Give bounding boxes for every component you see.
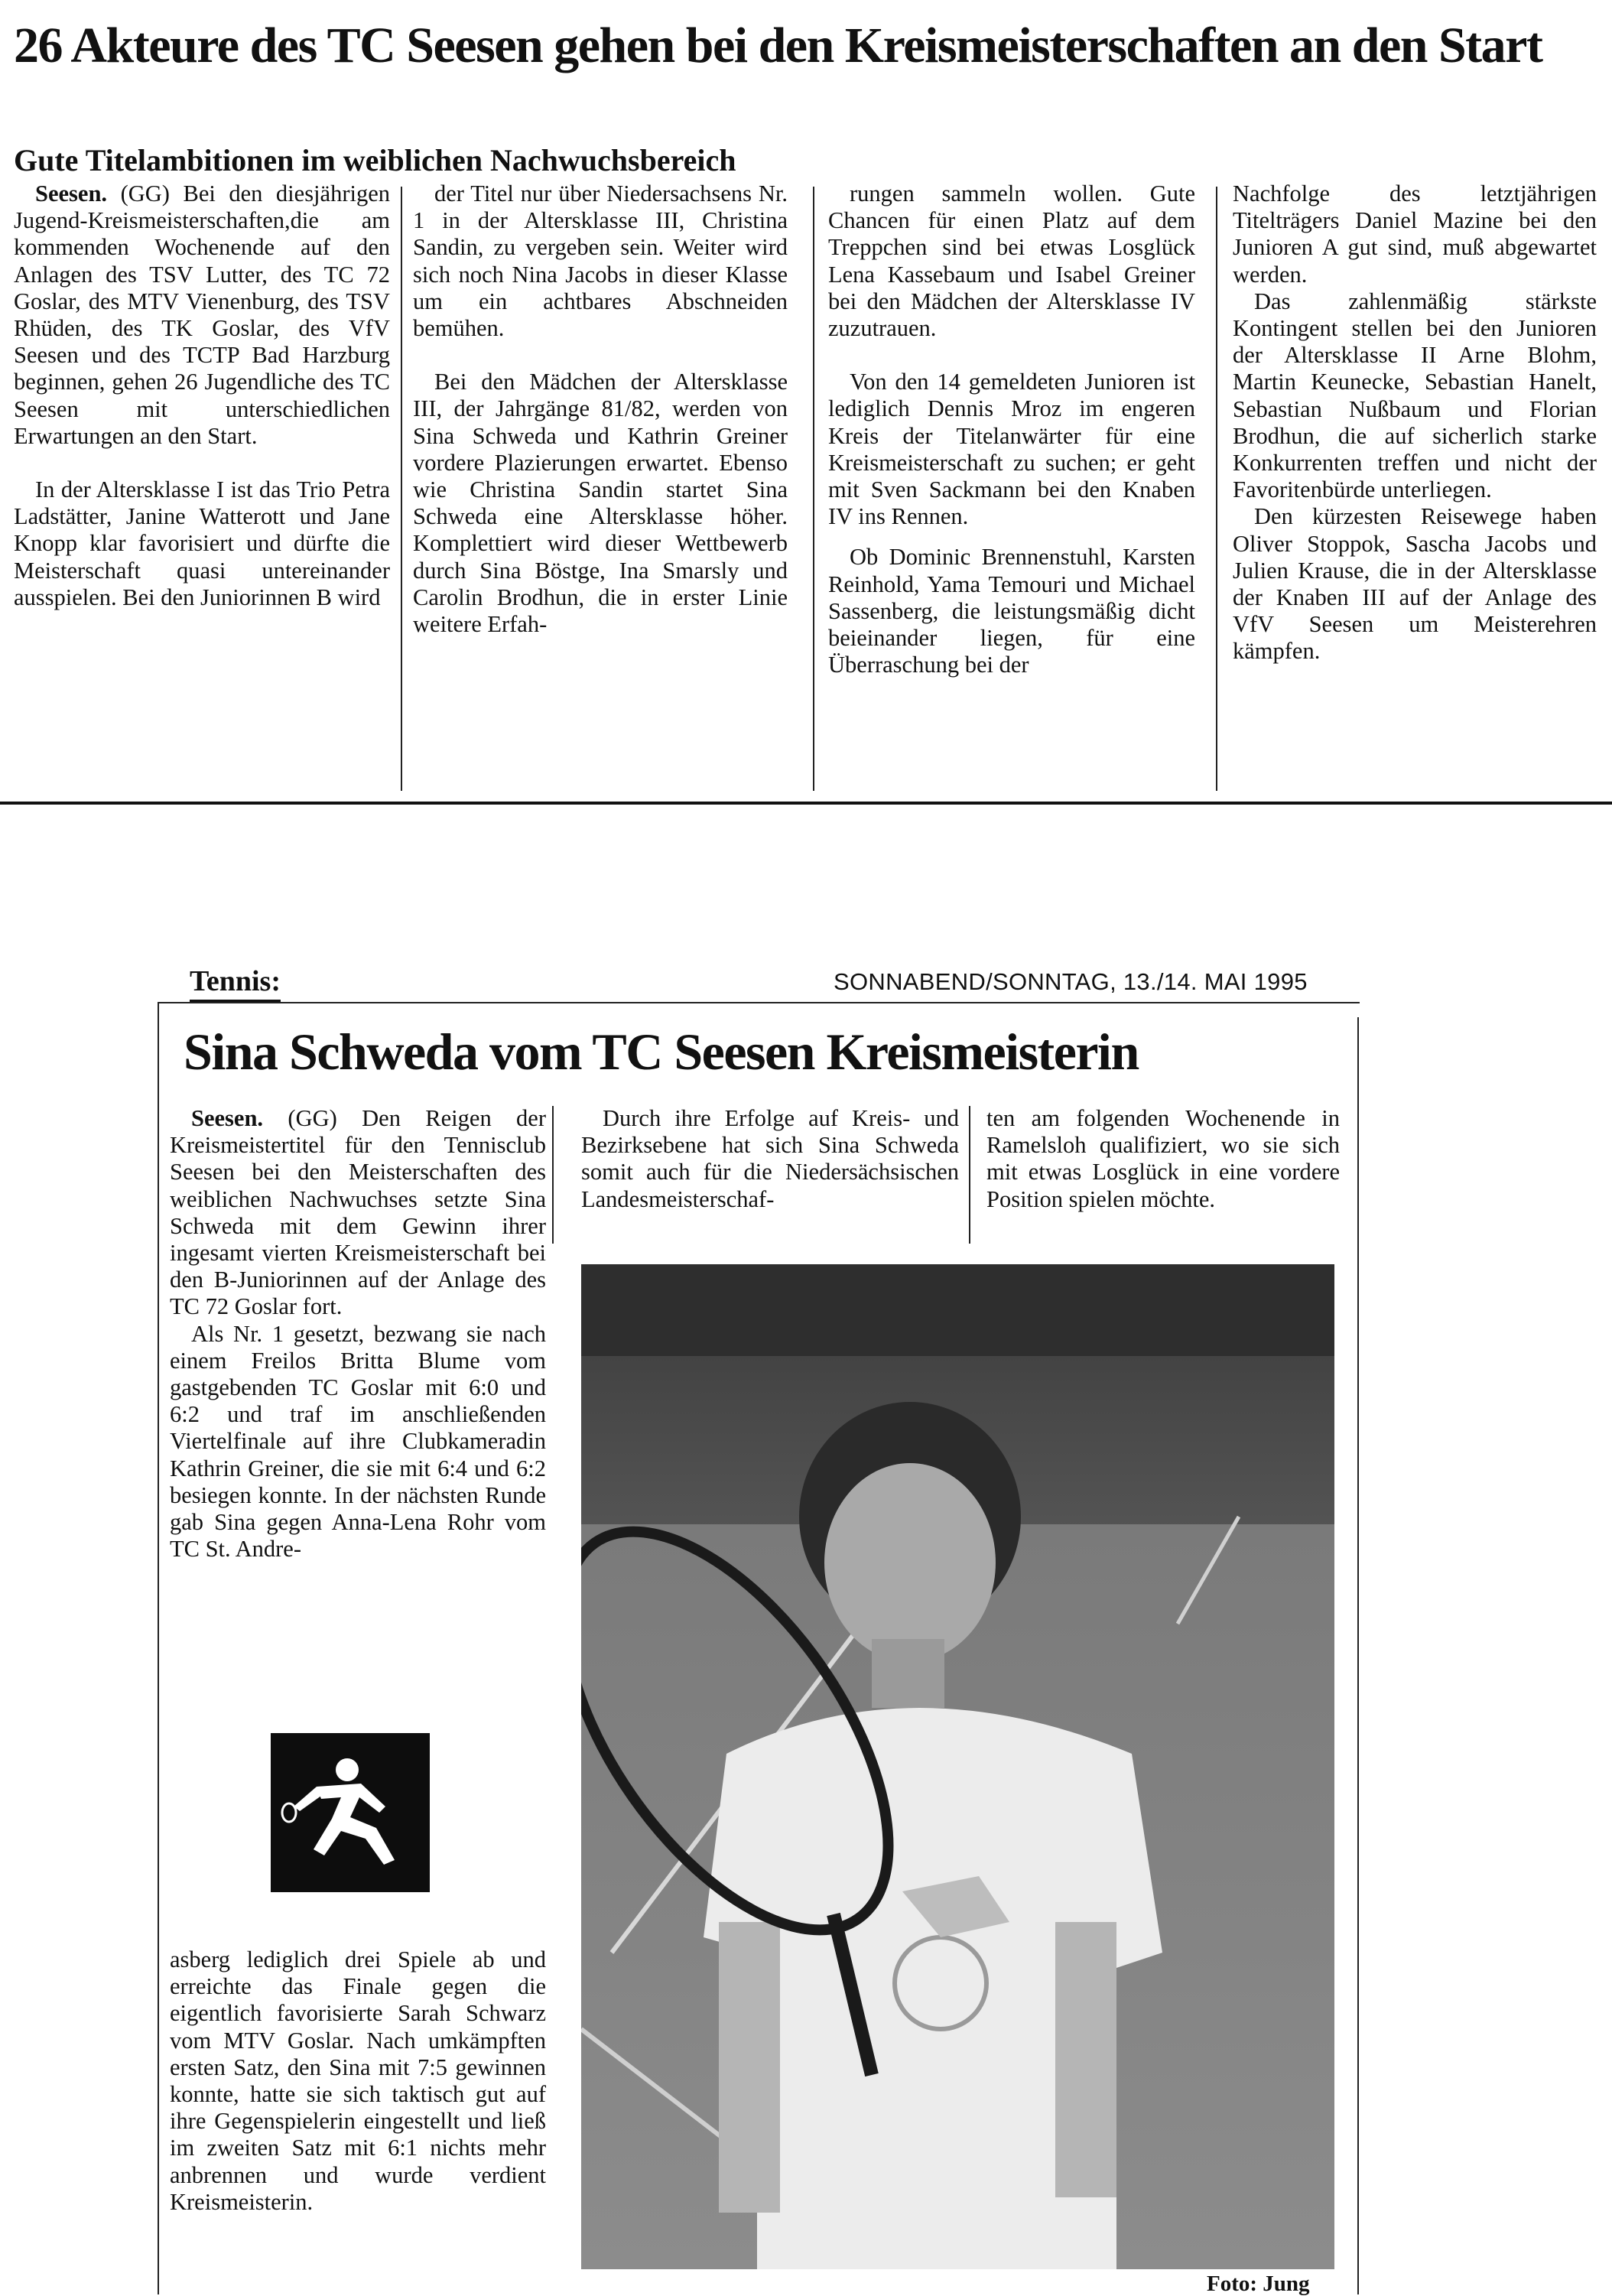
article2-column-3 — [986, 1105, 1340, 1213]
paragraph: In der Altersklasse I ist das Trio Petra Ladstätter, Janine Watterott und Jane Knopp klar favorisiert und dürfte die Meisterschaft quasi untereinander ausspielen. Bei den Juniorinnen B wird — [14, 476, 390, 610]
paragraph: Bei den Mädchen der Altersklasse III, der Jahrgänge 81/82, werden von Sina Schweda und Kathrin Greiner vordere Plazierungen erwartet. Ebenso wie Christina Sandin startet Sina Schweda eine Altersklasse höher. Komplettiert wird dieser Wettbewerb durch Sina Böstge, Ina Smarsly und Carolin Brodhun, die in erster Linie weitere Erfah- — [413, 369, 788, 638]
article1-subheadline: Gute Titelambitionen im weiblichen Nachwuchsbereich — [14, 143, 736, 177]
paragraph: ten am folgenden Wochenende in Ramelsloh qualifiziert, wo sie sich mit etwas Losglück in eine vordere Position spielen möchte. — [986, 1105, 1340, 1212]
article1-column-2 — [413, 180, 788, 638]
article2-headline: Sina Schweda vom TC Seesen Kreismeisterin — [184, 1023, 1139, 1081]
article-separator — [0, 802, 1612, 805]
article1-headline: 26 Akteure des TC Seesen gehen bei den Kreismeisterschaften an den Start — [14, 18, 1542, 73]
photo-credit: Foto: Jung — [1207, 2272, 1310, 2296]
column-rule — [1216, 187, 1217, 791]
paragraph: Nachfolge des letztjährigen Titelträgers Daniel Mazine bei den Junioren A gut sind, muß abgewartet werden. — [1233, 180, 1597, 288]
article1-column-4 — [1233, 180, 1597, 665]
column-rule — [401, 187, 402, 791]
column-rule — [969, 1106, 970, 1244]
paragraph: Ob Dominic Brennenstuhl, Karsten Reinhold, Yama Temouri und Michael Sassenberg, die leistungsmäßig dicht beieinander liegen, für eine Überraschung bei der — [828, 544, 1195, 678]
article2-frame-left — [158, 1002, 159, 2294]
article2-column-1-continued — [170, 1946, 546, 2216]
paragraph: Von den 14 gemeldeten Junioren ist lediglich Dennis Mroz im engeren Kreis der Titelanwärter für eine Kreismeisterschaft zu suchen; er geht mit Sven Sackmann bei den Knaben IV ins Rennen. — [828, 369, 1195, 530]
article1-column-3 — [828, 180, 1195, 678]
dateline-lead: Seesen. — [35, 180, 108, 207]
article2-kicker: Tennis: — [190, 964, 281, 1002]
article2-frame-right — [1357, 1017, 1359, 2294]
column-rule — [552, 1106, 554, 1244]
article2-frame-top — [158, 1002, 1360, 1003]
article1-column-1 — [14, 180, 390, 611]
article2-dateline: SONNABEND/SONNTAG, 13./14. MAI 1995 — [834, 968, 1308, 995]
paragraph: Das zahlenmäßig stärkste Kontingent stellen bei den Junioren der Altersklasse II Arne Blohm, Martin Keunecke, Sebastian Hanelt, Sebastian Nußbaum und Florian Brodhun, die auf sicherlich starke Konkurrenten treffen und nicht der Favoritenbürde unterliegen. — [1233, 288, 1597, 503]
article-photo — [581, 1264, 1334, 2269]
dateline-lead: Seesen. — [191, 1105, 264, 1131]
article2-column-2 — [581, 1105, 959, 1213]
paragraph: asberg lediglich drei Spiele ab und erreichte das Finale gegen die eigentlich favorisierte Sarah Schwarz vom MTV Goslar. Nach umkämpften ersten Satz, den Sina mit 7:5 gewinnen konnte, hatte sie sich taktisch gut auf ihre Gegenspielerin eingestellt und ließ im zweiten Satz mit 6:1 nichts mehr anbrennen und wurde verdient Kreismeisterin. — [170, 1946, 546, 2215]
paragraph: (GG) Den Reigen der Kreismeistertitel für den Tennisclub Seesen bei den Meisterschaften des weiblichen Nachwuchses setzte Sina Schweda mit dem Gewinn ihrer ingesamt vierten Kreismeisterschaft bei den B-Juniorinnen auf der Anlage des TC 72 Goslar fort. — [170, 1105, 546, 1320]
paragraph: (GG) Bei den diesjährigen Jugend-Kreismeisterschaften,die am kommenden Wochenende auf den Anlagen des TSV Lutter, des TC 72 Goslar, des MTV Vienenburg, des TSV Rhüden, des TK Goslar, des VfV Seesen und des TCTP Bad Harzburg beginnen, gehen 26 Jugendliche des TC Seesen mit unterschiedlichen Erwartungen an den Start. — [14, 180, 390, 449]
column-rule — [813, 187, 814, 791]
paragraph: der Titel nur über Niedersachsens Nr. 1 in der Altersklasse III, Christina Sandin, zu vergeben sein. Weiter wird sich noch Nina Jacobs in dieser Klasse um ein achtbares Abschneiden bemühen. — [413, 180, 788, 342]
paragraph: rungen sammeln wollen. Gute Chancen für einen Platz auf dem Treppchen sind bei etwas Losglück Lena Kassebaum und Isabel Greiner bei den Mädchen der Altersklasse IV zuzutrauen. — [828, 180, 1195, 342]
article2-column-1 — [170, 1105, 546, 1563]
tennis-player-pictogram-icon — [271, 1733, 430, 1892]
paragraph: Den kürzesten Reisewege haben Oliver Stoppok, Sascha Jacobs und Julien Krause, die in der Altersklasse der Knaben III auf der Anlage des VfV Seesen um Meisterehren kämpfen. — [1233, 503, 1597, 665]
paragraph: Durch ihre Erfolge auf Kreis- und Bezirksebene hat sich Sina Schweda somit auch für die Niedersächsischen Landesmeisterschaf- — [581, 1105, 959, 1212]
paragraph: Als Nr. 1 gesetzt, bezwang sie nach einem Freilos Britta Blume vom gastgebenden TC Goslar mit 6:0 und 6:2 und traf im anschließenden Viertelfinale auf ihre Clubkameradin Kathrin Greiner, die sie mit 6:4 und 6:2 besiegen konnte. In der nächsten Runde gab Sina gegen Anna-Lena Rohr vom TC St. Andre- — [170, 1320, 546, 1563]
